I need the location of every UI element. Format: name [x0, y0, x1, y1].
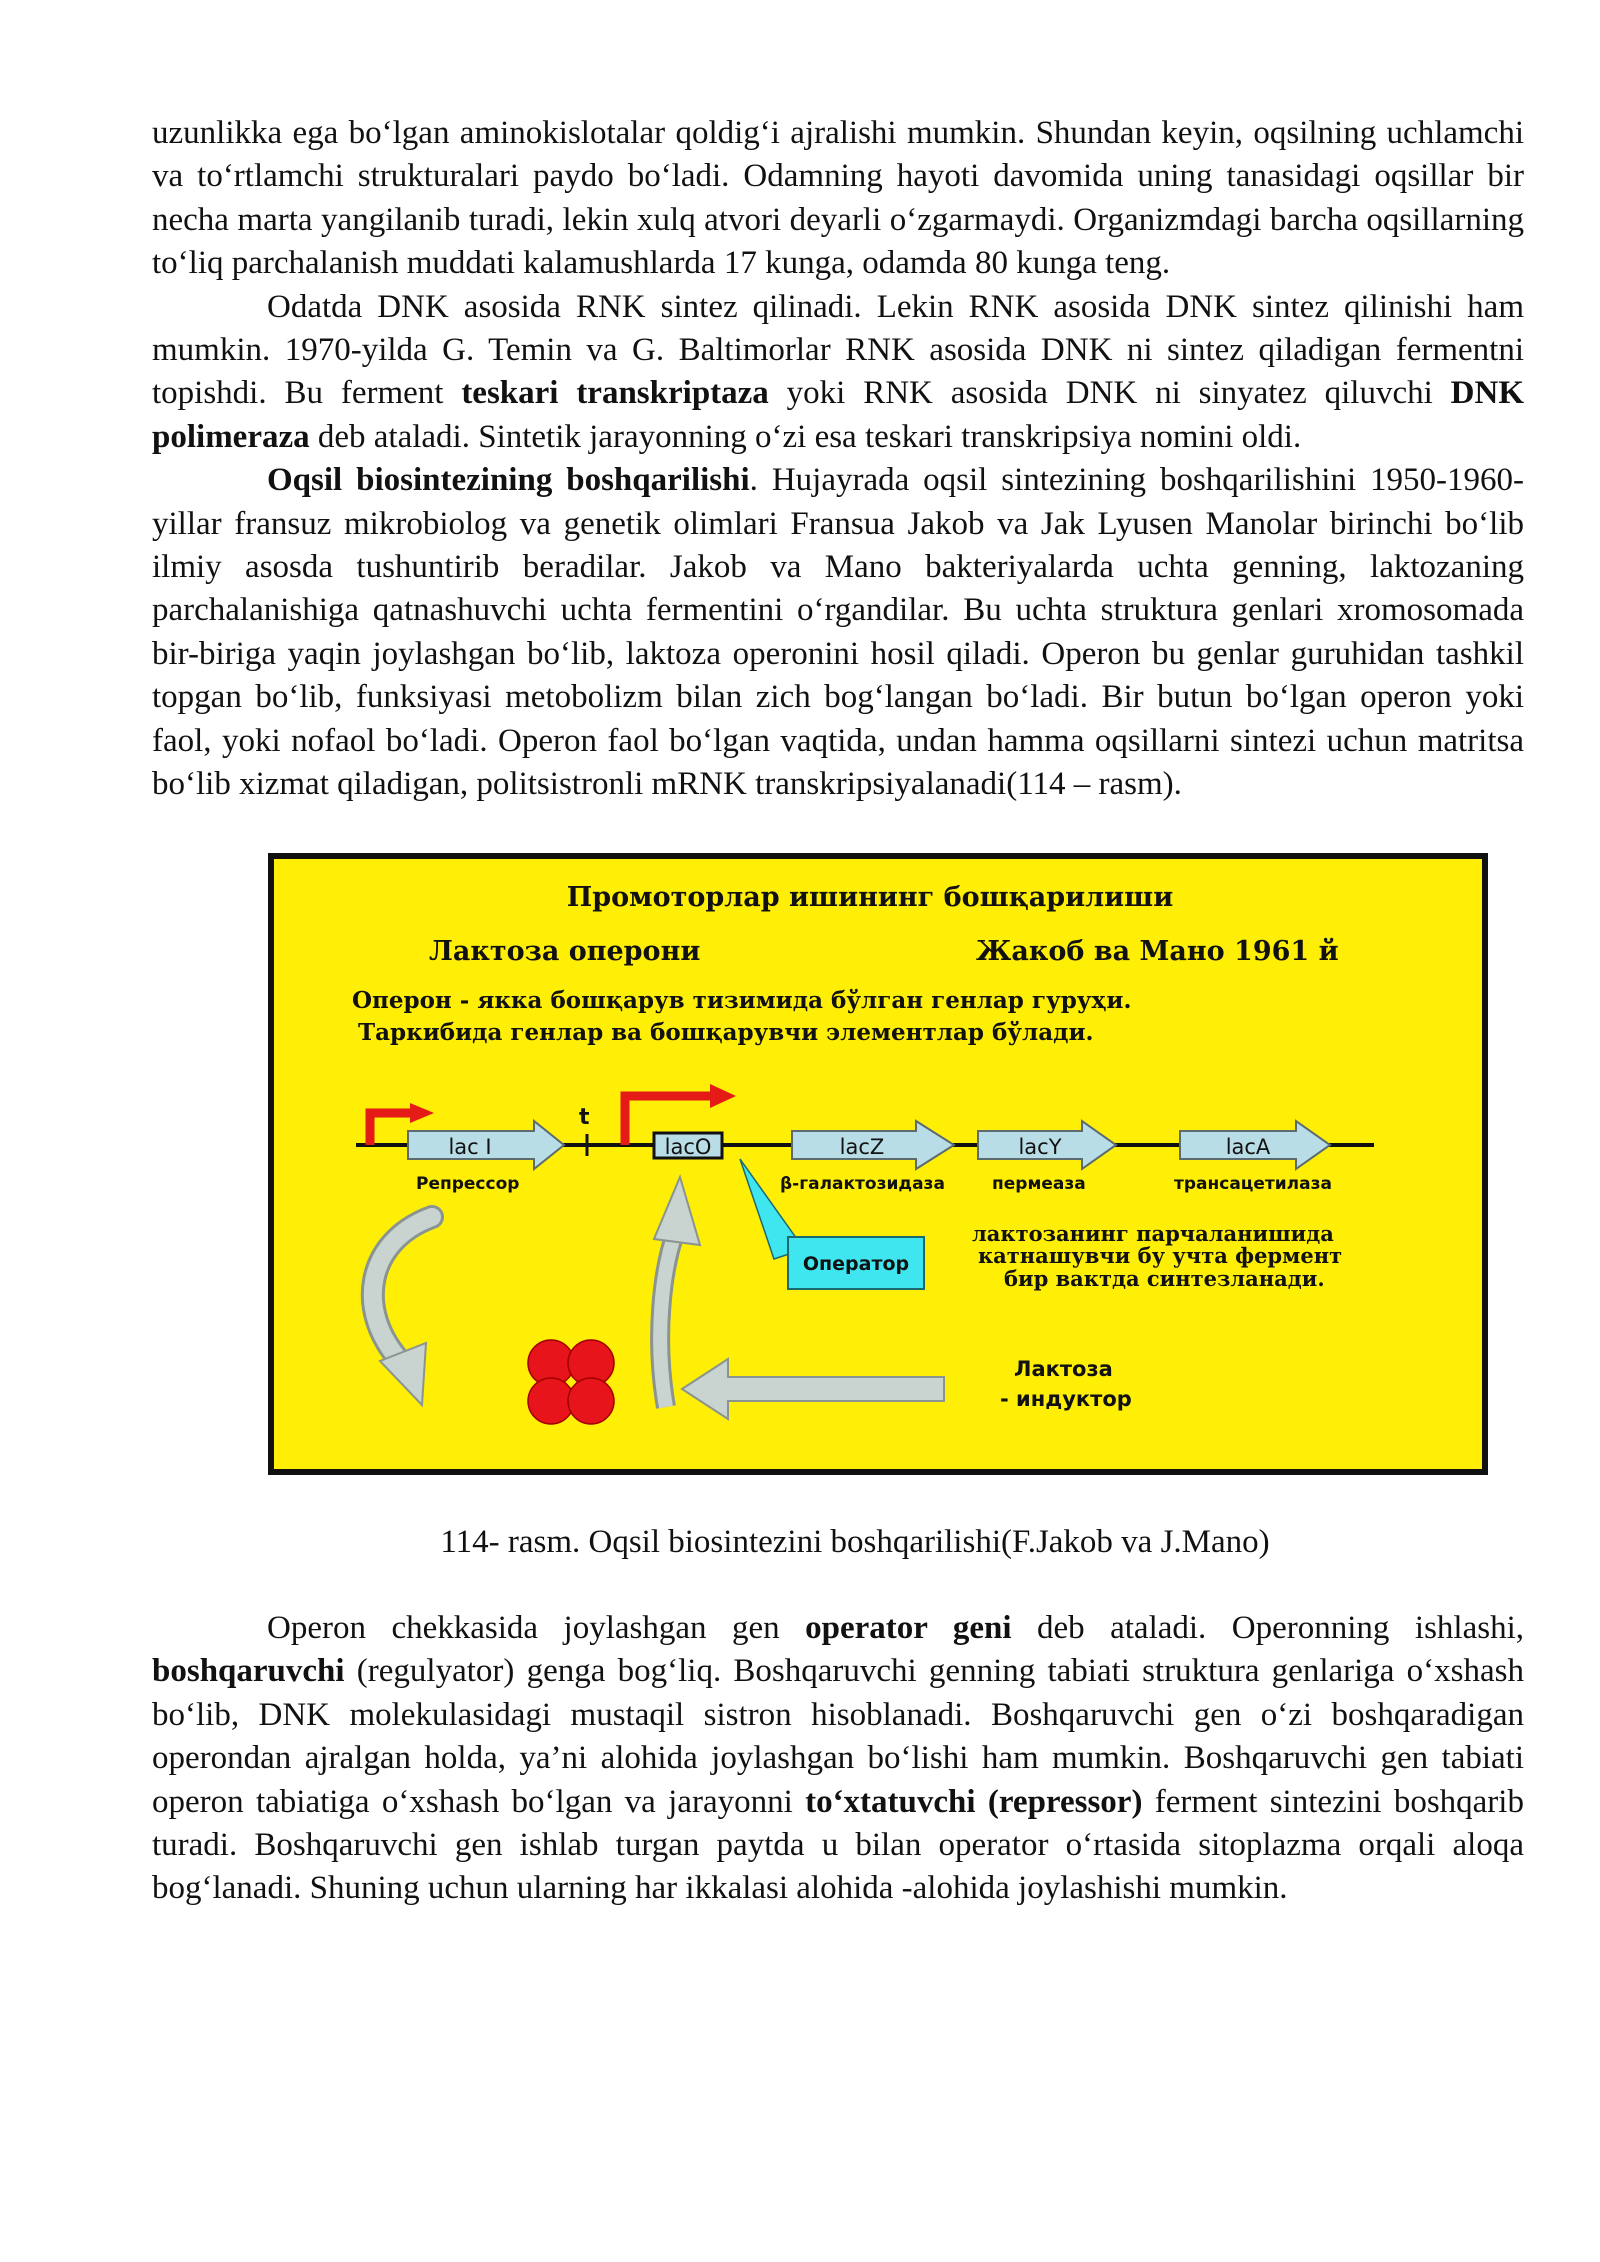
- text-segment: Operon chekkasida joylashgan gen: [267, 1609, 806, 1646]
- text-segment: Odatda DNK asosida RNK sintez qilinadi. Lekin RNK asosida DNK sintez qilinishi ham mumkin. 1970-yilda G. Temin va G. Baltimorlar RNK asosida DNK ni sintez qiladigan fermentni topishdi. Bu ferment: [152, 288, 1524, 412]
- figure-subtitle-left: Лактоза оперони: [429, 935, 701, 967]
- gene-lacY: [978, 1121, 1116, 1169]
- repressor-center: [567, 1378, 575, 1386]
- term-operator-gene: operator geni: [805, 1609, 1012, 1646]
- gene-lacI: [408, 1121, 564, 1169]
- product-transacetylase: трансацетилаза: [1174, 1173, 1332, 1194]
- paragraph-4: [152, 1607, 1524, 1911]
- product-repressor: Репрессор: [416, 1173, 520, 1194]
- terminator-label: t: [579, 1104, 590, 1130]
- product-b-galactosidase: β-галактозидаза: [780, 1173, 945, 1194]
- inducer-label-1: Лактоза: [1014, 1356, 1113, 1381]
- term-repressor: to‘xtatuvchi (repressor): [805, 1783, 1143, 1820]
- text-segment: deb ataladi. Sintetik jarayonning o‘zi esa teskari transkripsiya nomini oldi.: [309, 418, 1302, 455]
- gene-lacO: [654, 1133, 722, 1159]
- figure-title: Промоторлар ишининг бошқарилиши: [566, 881, 1174, 913]
- enzyme-note-3: бир вактда синтезланади.: [1004, 1265, 1325, 1291]
- term-regulator: boshqaruvchi: [152, 1653, 345, 1690]
- paragraph-1: [152, 112, 1524, 286]
- term-reverse-transcriptase: teskari transkriptaza: [461, 375, 769, 412]
- arrow-to-operator: [654, 1177, 700, 1407]
- document-page: [152, 112, 1524, 1911]
- bottom-text: [152, 1607, 1524, 1911]
- inducer-label-2: - индуктор: [1000, 1386, 1132, 1411]
- figure-caption: 114- rasm. Oqsil biosintezini boshqarilishi(F.Jakob va J.Mano): [440, 1523, 1270, 1560]
- text-segment: deb ataladi. Operonning ishlashi,: [1011, 1609, 1524, 1646]
- paragraph-3: [152, 459, 1524, 806]
- lac-operon-diagram: [274, 859, 1482, 1469]
- term-dna-polymerase: DNK polimeraza: [152, 375, 1524, 455]
- paragraph-2: [152, 286, 1524, 460]
- section-heading: Oqsil biosintezining boshqarilishi: [267, 462, 750, 499]
- gene-lacZ-label: lacZ: [839, 1134, 885, 1159]
- enzyme-note-1: лактозанинг парчаланишида: [972, 1220, 1334, 1246]
- top-text: [152, 112, 1524, 807]
- product-permease: пермеаза: [992, 1173, 1086, 1194]
- gene-lacI-label: lac I: [448, 1134, 492, 1159]
- repressor-curved-arrow: [373, 1217, 432, 1405]
- text-segment: (regulyator) genga bog‘liq. Boshqaruvchi genning tabiati struktura genlariga o‘xshash bo‘lib, DNK molekulasidagi mustaqil sistron hisoblanadi. Boshqaruvchi gen o‘zi boshqaradigan operondan ajralgan holda, ya’ni alohida joylashgan bo‘lishi ham mumkin. Boshqaruvchi gen tabiati operon tabiatiga o‘xshash bo‘lgan va jarayonni: [152, 1653, 1524, 1820]
- text-segment: ferment sintezini boshqarib turadi. Boshqaruvchi gen ishlab turgan paytda u bilan operator o‘rtasida sitoplazma orqali aloqa bog‘lanadi. Shuning uchun ularning har ikkalasi alohida -alohida joylashishi mumkin.: [152, 1783, 1524, 1907]
- enzyme-note-2: катнашувчи бу учта фермент: [978, 1242, 1343, 1268]
- gene-lacY-label: lacY: [1018, 1134, 1062, 1159]
- paragraph-1-text: uzunlikka ega bo‘lgan aminokislotalar qoldig‘i ajralishi mumkin. Shundan keyin, oqsilning uchlamchi va to‘rtlamchi strukturalari paydo bo‘ladi. Odamning hayoti davomida uning tanasidagi oqsillar bir necha marta yangilanib turadi, lekin xulq atvori deyarli o‘zgarmaydi. Organizmdagi barcha oqsillarning to‘liq parchalanish muddati kalamushlarda 17 kunga, odamda 80 kunga teng.: [152, 115, 1524, 282]
- gene-lacZ: [792, 1121, 954, 1169]
- gene-lacA: [1180, 1121, 1330, 1169]
- figure-definition-2: Таркибида генлар ва бошқарувчи элементлар бўлади.: [358, 1018, 1094, 1046]
- figure-subtitle-right: Жакоб ва Мано 1961 й: [976, 935, 1339, 967]
- figure-definition-1: Оперон - якка бошқарув тизимида бўлган генлар гуруҳи.: [352, 986, 1132, 1014]
- text-segment: . Hujayrada oqsil sintezining boshqarilishini 1950-1960-yillar fransuz mikrobiolog va genetik olimlari Fransua Jakob va Jak Lyusen Manolar birinchi bo‘lib ilmiy asosda tushuntirib beradilar. Jakob va Mano bakteriyalarda uchta genning, laktozaning parchalanishiga qatnashuvchi uchta fermentini o‘rgandilar. Bu uchta struktura genlari xromosomada bir-biriga yaqin joylashgan bo‘lib, laktoza operonini hosil qiladi. Operon bu genlar guruhidan tashkil topgan bo‘lib, funksiyasi metobolizm bilan zich bog‘langan bo‘ladi. Bir butun bo‘lgan operon yoki faol, yoki nofaol bo‘ladi. Operon faol bo‘lgan vaqtida, undan hamma oqsillarni sintezi uchun matritsa bo‘lib xizmat qiladigan, politsistronli mRNK transkripsiyalanadi(114 – rasm).: [152, 462, 1524, 803]
- text-segment: yoki RNK asosida DNK ni sinyatez qiluvchi: [768, 375, 1451, 412]
- gene-lacA-label: lacA: [1225, 1134, 1271, 1159]
- operator-label: Оператор: [802, 1252, 910, 1275]
- lac-operon-figure: [268, 853, 1488, 1475]
- inducer-arrow: [682, 1359, 944, 1419]
- gene-lacO-label: lacO: [664, 1134, 712, 1159]
